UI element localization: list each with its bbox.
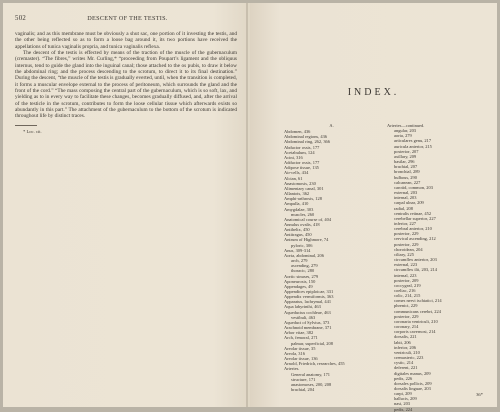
index-entry: cremasteric, 223 [394, 355, 424, 361]
index-entry: Ampulla, 410 [284, 201, 309, 207]
index-entry: structure, 171 [291, 376, 316, 382]
index-entry: angular, 203 [394, 128, 417, 134]
index-entry: Abdominal regions, 436 [284, 134, 328, 140]
book-gutter [246, 3, 248, 407]
index-entry: external, 223 [394, 262, 418, 268]
index-entry: coeliac, 216 [394, 288, 416, 293]
book-spread [3, 3, 497, 412]
index-entry: pyloric, 306 [291, 242, 313, 248]
index-entry: Alcian, 61 [284, 175, 303, 181]
index-entry: communicans cerebri, 224 [394, 308, 441, 314]
index-entry: Adductor ossis, 177 [284, 160, 320, 166]
index-entry: Areolar tissue, 136 [284, 356, 318, 362]
footnote: * Loc. cit. [23, 128, 42, 134]
index-entry: brachial, 204 [291, 386, 315, 392]
printer-signature: 36* [476, 392, 483, 397]
right-page [250, 3, 497, 412]
index-entry: Arnold, Friedrich, researches, 455 [284, 361, 345, 367]
index-entry: articulares genu, 217 [394, 138, 432, 144]
index-entry: Appendages, 49 [284, 283, 313, 289]
index-entry: cystic, 214 [394, 360, 414, 366]
paragraph: The descent of the testis is effected by means of the traction of the muscle of the gubernaculum (cremaster). “The fibres,” writes Mr. Curling,* “proceeding from Poupart’s ligament and the obliquus internus, tend to guide the gland into the inguinal canal; those attached to the os pubis, to draw it below the abdominal ring; and the process descending to the scrotum, to direct it to its final destination.” During the descent, “the muscle of the testis is gradually everted, until, when the transition is completed, it forms a muscular envelope external to the process of peritoneum, which surrounds the gland and the front of the cord.” “The mass composing the central part of the gubernaculum, which is so soft, lax, and yielding as to in every way to facilitate these changes, becomes gradually diffused, and, after the arrival of the testicle in the scrotum, contributes to form the loose cellular tissue which afterwards exists so abundantly in this part.” The attachment of the gubernaculum to the bottom of the scrotum is indicated throughout life by distinct traces. [15, 50, 237, 120]
index-entry: ascending, 279 [291, 263, 318, 269]
index-entry: Arbor vitae, 382 [284, 330, 314, 336]
index-entry: labii, 206 [394, 339, 411, 345]
index-entry: internal, 223 [394, 272, 417, 278]
index-entry: bulbous, 290 [394, 174, 417, 180]
index-entry: Arteries. [284, 366, 300, 372]
index-entry: Apparatus, lachrymal, 441 [284, 299, 332, 305]
index-entry: General anatomy, 171 [291, 371, 331, 377]
index-entry: choroidean, 204 [394, 246, 423, 252]
index-entry: palmar, superficial, 208 [291, 340, 333, 346]
index-entry: deferent, 221 [394, 365, 418, 371]
index-entry: Anatomical course of, 404 [284, 216, 332, 222]
index-entry: nasi, 203 [394, 401, 411, 407]
index-entry: aorta, 279 [394, 133, 412, 139]
index-entry: Areolar tissue, 35 [284, 345, 316, 351]
index-entry: Aponeurosis, 150 [284, 278, 316, 284]
index-entry: Aqueduct of Sylvius, 373 [284, 319, 330, 325]
index-entries-a [284, 129, 380, 392]
index-entry: brachial, 207 [394, 164, 418, 170]
index-entry: carpi, 209 [394, 391, 412, 397]
index-entry: dorsalis linguae, 203 [394, 385, 431, 391]
body-text [15, 31, 237, 135]
index-entry: cerebral anterior, 210 [394, 226, 432, 232]
index-entry: posterior, 207 [394, 148, 419, 154]
index-entry: Abductor ossis, 177 [284, 144, 320, 150]
index-entry: external, 203 [394, 190, 418, 196]
index-entry: Appendix vermiformis, 363 [284, 294, 334, 300]
index-entry: Anastomosis, 230 [284, 180, 316, 186]
index-entry: inferior, 227 [394, 220, 417, 226]
index-entry: corporis cavernosi, 214 [394, 329, 436, 335]
index-entry: comes nervi ischiatici, 214 [394, 298, 442, 304]
index-entry: Areola, 316 [284, 350, 305, 356]
index-entry: Air-cells, 434 [284, 170, 309, 176]
index-entry: Alimentary canal, 301 [284, 185, 324, 191]
index-entry: Aorta, abdominal, 206 [284, 252, 324, 258]
paragraph: vaginalis; and as this membrane must be obviously a shut sac, one portion of it investing the testis, and the other being reflected so as to form a loose bag around it, its two portions have received the appellations of tunica vaginalis propria, and tunica vaginalis reflexa. [15, 31, 237, 50]
index-title: INDEX. [347, 87, 400, 98]
index-entry: ventriculi, 210 [394, 349, 420, 355]
index-entry: Aqueductus cochleae, 463 [284, 309, 331, 315]
index-entry: coronaria ventriculi, 210 [394, 318, 438, 324]
index-entry: Arachnoid membrane, 371 [284, 325, 332, 331]
index-column-a [284, 123, 380, 392]
index-entry: digitales manus, 209 [394, 370, 431, 376]
index-entry: hallucis, 209 [394, 396, 417, 402]
index-entry: inferior, 206 [394, 344, 417, 350]
index-entry: carpal ulnar, 209 [394, 200, 424, 206]
index-entry: internal, 203 [394, 195, 417, 201]
index-entry: posterior, 229 [394, 231, 419, 237]
index-entry: posterior, 229 [394, 241, 419, 247]
index-entry: Antitragus, 450 [284, 232, 312, 238]
index-entry: cervical ascending, 212 [394, 236, 436, 242]
index-entry: posterior, 209 [394, 277, 419, 283]
index-entry: circumflex ilii, 203, 214 [394, 267, 438, 273]
index-entry: bronchial, 289 [394, 169, 420, 175]
index-entry: dorsales pollicis, 209 [394, 380, 432, 386]
index-entry: phrenici, 229 [394, 303, 418, 309]
index-entry: pedis, 226 [394, 375, 413, 381]
index-entry: thoracic, 280 [291, 268, 315, 274]
index-entry: vestibuli, 463 [291, 314, 316, 320]
index-entry: coronary, 214 [394, 324, 419, 330]
running-head-title: DESCENT OF THE TESTIS. [87, 15, 168, 22]
index-entry: Adipose tissue, 135 [284, 165, 319, 171]
index-entry: axillary, 209 [394, 153, 417, 159]
index-entries-b [387, 123, 487, 412]
index-entry: auricula anterior, 215 [394, 143, 432, 149]
index-entry: ciliary, 225 [394, 251, 414, 257]
index-letter-heading: A. [329, 123, 335, 128]
index-entry: muscles, 260 [291, 211, 315, 217]
index-entry: carotid, common, 203 [394, 184, 433, 190]
index-entry: calcanean, 227 [394, 179, 421, 185]
index-entry: Acini, 316 [284, 154, 303, 160]
index-entry: centralis retinae, 452 [394, 210, 432, 216]
index-entry: Anus, 309-314 [284, 247, 311, 253]
index-entry: Abdominal ring, 262, 366 [284, 139, 330, 145]
index-entry: Allantois, 362 [284, 191, 310, 197]
index-entry: circumflex anterior, 203 [394, 257, 437, 263]
index-entry: radial, 208 [394, 205, 413, 211]
index-entry: Appendices epiploicae, 331 [284, 289, 334, 294]
left-page [3, 3, 250, 407]
index-entry: Amygdalae, 303 [284, 206, 314, 212]
index-entry: Annulus ovalis, 418 [284, 221, 320, 227]
index-entry: basilar, 296 [394, 159, 415, 165]
footnote-rule [15, 125, 37, 126]
index-entry: cerebellar superior, 227 [394, 215, 436, 221]
index-entry: posterior, 229 [394, 313, 419, 319]
index-entry: arch, 279 [291, 258, 308, 264]
index-entry: Arch, femoral, 271 [284, 335, 318, 341]
index-entry: Abdomen, 436 [284, 129, 311, 135]
index-entry: Aortic sinuses, 279 [284, 273, 319, 279]
index-entry: coccygeal, 219 [394, 282, 421, 288]
running-header [15, 15, 240, 25]
page-number: 502 [15, 15, 27, 22]
index-entry: Aqua labyrinthi, 463 [284, 304, 321, 310]
index-entry: pedis, 224 [394, 406, 413, 412]
index-entry: dorsalis, 221 [394, 334, 417, 340]
index-entry: Acetabulum, 124 [284, 149, 315, 155]
index-entry: Amphi-arthrosis, 128 [284, 196, 322, 202]
index-entry: anastomoses, 200, 208 [291, 381, 332, 387]
index-column-b [387, 123, 487, 412]
index-entry: colic, 214, 215 [394, 293, 421, 299]
index-entry: Arteries—continued. [387, 123, 425, 128]
index-entry: Antihelix, 450 [284, 227, 310, 233]
index-entry: Antrum of Highmore, 74 [284, 237, 329, 243]
